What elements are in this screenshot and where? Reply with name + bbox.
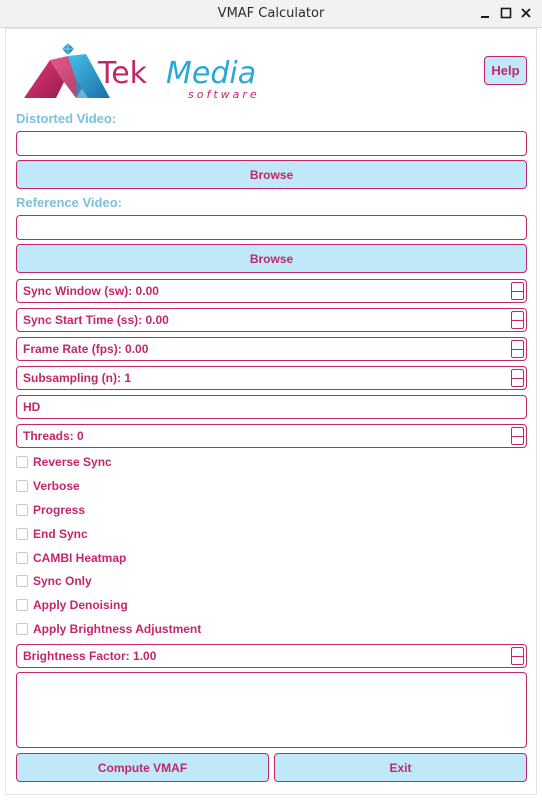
distorted-video-input[interactable] (16, 131, 527, 156)
reference-video-label: Reference Video: (16, 195, 122, 210)
checkbox-label: CAMBI Heatmap (33, 551, 127, 565)
tekmedia-logo (20, 40, 280, 106)
threads-spinbox[interactable] (16, 424, 527, 448)
brightness-factor-value: Brightness Factor: 1.00 (23, 649, 157, 663)
close-button[interactable] (517, 4, 535, 22)
frame-rate-value: Frame Rate (fps): 0.00 (23, 342, 149, 356)
cambi-heatmap-checkbox[interactable] (16, 549, 126, 567)
logo-mark-icon (20, 40, 280, 106)
checkbox-box[interactable] (16, 504, 28, 516)
checkbox-box[interactable] (16, 456, 28, 468)
distorted-browse-button[interactable]: Browse (16, 160, 527, 189)
logo-brand-prefix: Tek (98, 56, 148, 91)
checkbox-box[interactable] (16, 599, 28, 611)
sync-start-spinbox[interactable] (16, 308, 527, 332)
distorted-video-label: Distorted Video: (16, 111, 117, 126)
apply-denoising-checkbox[interactable] (16, 596, 128, 614)
logo-tagline: software (188, 88, 260, 101)
subsampling-value: Subsampling (n): 1 (23, 371, 131, 385)
help-button[interactable]: Help (484, 56, 527, 85)
logo-brand-suffix: Media (166, 56, 257, 91)
spin-arrows-icon[interactable] (511, 311, 524, 329)
output-textarea[interactable] (16, 672, 527, 748)
checkbox-box[interactable] (16, 623, 28, 635)
spin-arrows-icon[interactable] (511, 427, 524, 445)
minimize-icon (479, 7, 491, 19)
sync-window-value: Sync Window (sw): 0.00 (23, 284, 159, 298)
spin-arrows-icon[interactable] (511, 282, 524, 300)
checkbox-box[interactable] (16, 552, 28, 564)
threads-value: Threads: 0 (23, 429, 84, 443)
verbose-checkbox[interactable] (16, 477, 80, 495)
reference-video-input[interactable] (16, 215, 527, 240)
minimize-button[interactable] (476, 4, 494, 22)
title-bar (0, 0, 542, 28)
spin-arrows-icon[interactable] (511, 340, 524, 358)
reference-browse-button[interactable]: Browse (16, 244, 527, 273)
checkbox-label: Verbose (33, 479, 80, 493)
checkbox-box[interactable] (16, 480, 28, 492)
sync-only-checkbox[interactable] (16, 572, 92, 590)
sync-window-spinbox[interactable] (16, 279, 527, 303)
window-title: VMAF Calculator (217, 6, 325, 21)
checkbox-label: End Sync (33, 527, 88, 541)
brightness-factor-spinbox[interactable] (16, 644, 527, 668)
apply-brightness-checkbox[interactable] (16, 620, 201, 638)
checkbox-label: Apply Brightness Adjustment (33, 622, 202, 636)
subsampling-spinbox[interactable] (16, 366, 527, 390)
end-sync-checkbox[interactable] (16, 525, 88, 543)
compute-vmaf-button[interactable]: Compute VMAF (16, 753, 269, 782)
progress-checkbox[interactable] (16, 501, 85, 519)
checkbox-box[interactable] (16, 575, 28, 587)
spin-arrows-icon[interactable] (511, 647, 524, 665)
checkbox-label: Sync Only (33, 574, 92, 588)
frame-rate-spinbox[interactable] (16, 337, 527, 361)
checkbox-label: Progress (33, 503, 86, 517)
maximize-icon (500, 7, 512, 19)
maximize-button[interactable] (497, 4, 515, 22)
close-icon (520, 7, 532, 19)
checkbox-label: Reverse Sync (33, 455, 112, 469)
model-input[interactable]: HD (16, 395, 527, 419)
exit-button[interactable]: Exit (274, 753, 527, 782)
sync-start-value: Sync Start Time (ss): 0.00 (23, 313, 169, 327)
checkbox-box[interactable] (16, 528, 28, 540)
spin-arrows-icon[interactable] (511, 369, 524, 387)
checkbox-label: Apply Denoising (33, 598, 128, 612)
reverse-sync-checkbox[interactable] (16, 453, 112, 471)
